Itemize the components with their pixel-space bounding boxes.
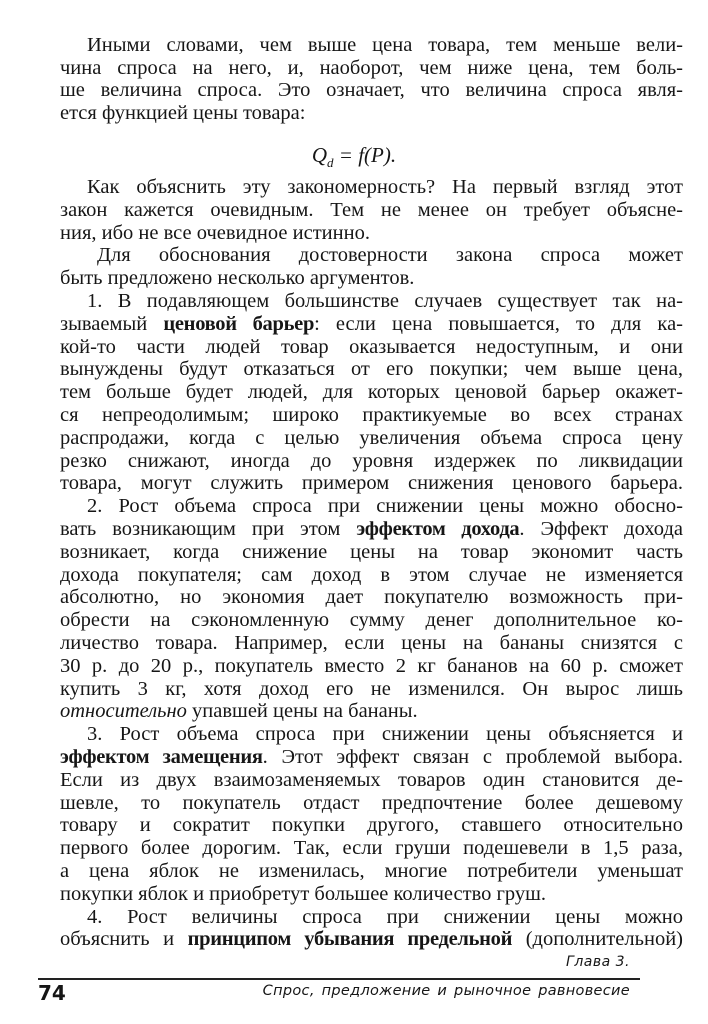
italic-text: относительно	[60, 700, 187, 723]
text-line	[60, 358, 683, 380]
text-segment: первого более дорогим. Так, если груши подешевели в 1,5 раза,	[60, 837, 683, 860]
text-line	[60, 792, 683, 814]
text-line	[60, 102, 683, 124]
text-line	[60, 837, 683, 859]
text-segment: 30 р. до 20 р., покупатель вместо 2 кг бананов на 60 р. сможет	[60, 654, 683, 677]
text-segment: . Этот эффект связан с проблемой выбора.	[262, 746, 683, 768]
text-line	[60, 313, 683, 335]
text-line	[60, 883, 683, 905]
bold-term: эффектом замещения	[60, 746, 263, 768]
text-line	[87, 290, 683, 312]
text-segment: абсолютно, но экономия дает покупателю возможность при-	[60, 586, 683, 609]
text-segment: кой-то части людей товар оказывается недоступным, и они	[60, 335, 683, 358]
text-line	[60, 472, 683, 494]
text-line	[60, 860, 683, 882]
chapter-label: Глава 3.	[566, 954, 630, 970]
text-segment: ся непреодолимым; широко практикуемые во всех странах	[60, 404, 683, 426]
running-title: Спрос, предложение и рыночное равновесие	[262, 983, 630, 999]
text-line	[60, 381, 683, 403]
text-segment: объяснить и	[60, 928, 188, 951]
text-line	[60, 427, 683, 449]
text-segment: а цена яблок не изменилась, многие потребители уменьшат	[60, 860, 683, 882]
text-line	[87, 723, 683, 745]
text-segment: Как объяснить эту закономерность? На первый взгляд этот	[87, 176, 683, 198]
text-line	[87, 176, 683, 198]
text-segment: вать возникающим при этом	[60, 518, 357, 540]
text-line	[87, 34, 683, 56]
text-segment: возникает, когда снижение цены на товар экономит часть	[60, 540, 683, 563]
text-segment: товара, могут служить примером снижения ценового барьера.	[60, 472, 683, 495]
bold-term: принципом убывания предельной	[187, 928, 513, 951]
text-segment: быть предложено несколько аргументов.	[60, 267, 415, 290]
text-segment: Для обоснования достоверности закона спроса может	[97, 244, 683, 267]
text-segment: тем больше будет людей, для которых ценовой барьер окажет-	[60, 381, 683, 404]
text-segment: товару и сократит покупки другого, ставшего относительно	[60, 814, 683, 837]
text-segment: Иными словами, чем выше цена товара, тем меньше вели-	[87, 34, 683, 56]
text-line	[60, 222, 683, 244]
text-line	[60, 336, 683, 358]
text-segment: . Эффект дохода	[519, 518, 683, 540]
text-segment: распродажи, когда с целью увеличения объема спроса цену	[60, 426, 683, 449]
text-segment: ется функцией цены товара:	[60, 102, 306, 125]
text-line	[60, 678, 683, 700]
text-segment: (дополнительной)	[512, 928, 683, 951]
text-segment: резко снижают, иногда до уровня издержек по ликвидации	[60, 449, 683, 472]
formula-q: Q	[311, 143, 328, 167]
text-line	[60, 199, 683, 221]
text-segment: закон кажется очевидным. Тем не менее он требует объясне-	[60, 198, 683, 221]
text-segment: упавшей цены на бананы.	[186, 700, 418, 723]
footer-rule	[38, 978, 640, 980]
text-segment: ния, ибо не все очевидное истинно.	[60, 221, 370, 244]
text-segment: : если цена повышается, то для ка-	[314, 312, 683, 335]
text-line	[60, 267, 683, 289]
text-segment: дохода покупателя; сам доход в этом случае не изменяется	[60, 563, 683, 586]
text-segment: ше величина спроса. Это означает, что величина спроса явля-	[60, 79, 683, 102]
formula-subscript: d	[327, 155, 334, 171]
text-line	[87, 495, 683, 517]
text-segment: зываемый	[60, 312, 164, 335]
text-segment: 4. Рост величины спроса при снижении цены можно	[87, 905, 683, 928]
formula-rest: = f(P).	[333, 143, 397, 167]
text-line	[60, 609, 683, 631]
text-line	[60, 57, 683, 79]
text-segment: 1. В подавляющем большинстве случаев существует так на-	[87, 290, 683, 312]
text-segment: 2. Рост объема спроса при снижении цены можно обосно-	[87, 495, 683, 518]
text-segment: шевле, то покупатель отдаст предпочтение более дешевому	[60, 791, 683, 814]
text-line	[60, 79, 683, 101]
bold-term: эффектом дохода	[356, 518, 520, 540]
text-line	[60, 700, 683, 722]
text-line	[97, 244, 683, 266]
text-line	[60, 586, 683, 608]
text-line	[60, 746, 683, 768]
text-line	[60, 928, 683, 950]
text-line	[60, 655, 683, 677]
text-line	[60, 769, 683, 791]
text-line	[60, 404, 683, 426]
text-line	[60, 632, 683, 654]
text-segment: вынуждены будут отказаться от его покупки; чем выше цена,	[60, 358, 683, 381]
text-line	[60, 814, 683, 836]
text-line	[60, 450, 683, 472]
text-segment: чина спроса на него, и, наоборот, чем ниже цена, тем боль-	[60, 56, 683, 79]
text-line	[60, 518, 683, 540]
demand-formula	[0, 143, 708, 171]
text-line	[60, 541, 683, 563]
text-segment: личество товара. Например, если цены на бананы снизятся с	[60, 632, 683, 654]
text-segment: Если из двух взаимозаменяемых товаров один становится де-	[60, 768, 683, 791]
text-segment: покупки яблок и приобретут большее количество груш.	[60, 882, 547, 905]
text-segment: обрести на сэкономленную сумму денег дополнительное ко-	[60, 609, 683, 632]
page-number: 74	[38, 981, 66, 1005]
text-segment: 3. Рост объема спроса при снижении цены объясняется и	[87, 723, 683, 746]
text-line	[60, 564, 683, 586]
text-line	[87, 906, 683, 928]
bold-term: ценовой барьер	[163, 312, 315, 335]
text-segment: купить 3 кг, хотя доход его не изменился. Он вырос лишь	[60, 677, 683, 700]
